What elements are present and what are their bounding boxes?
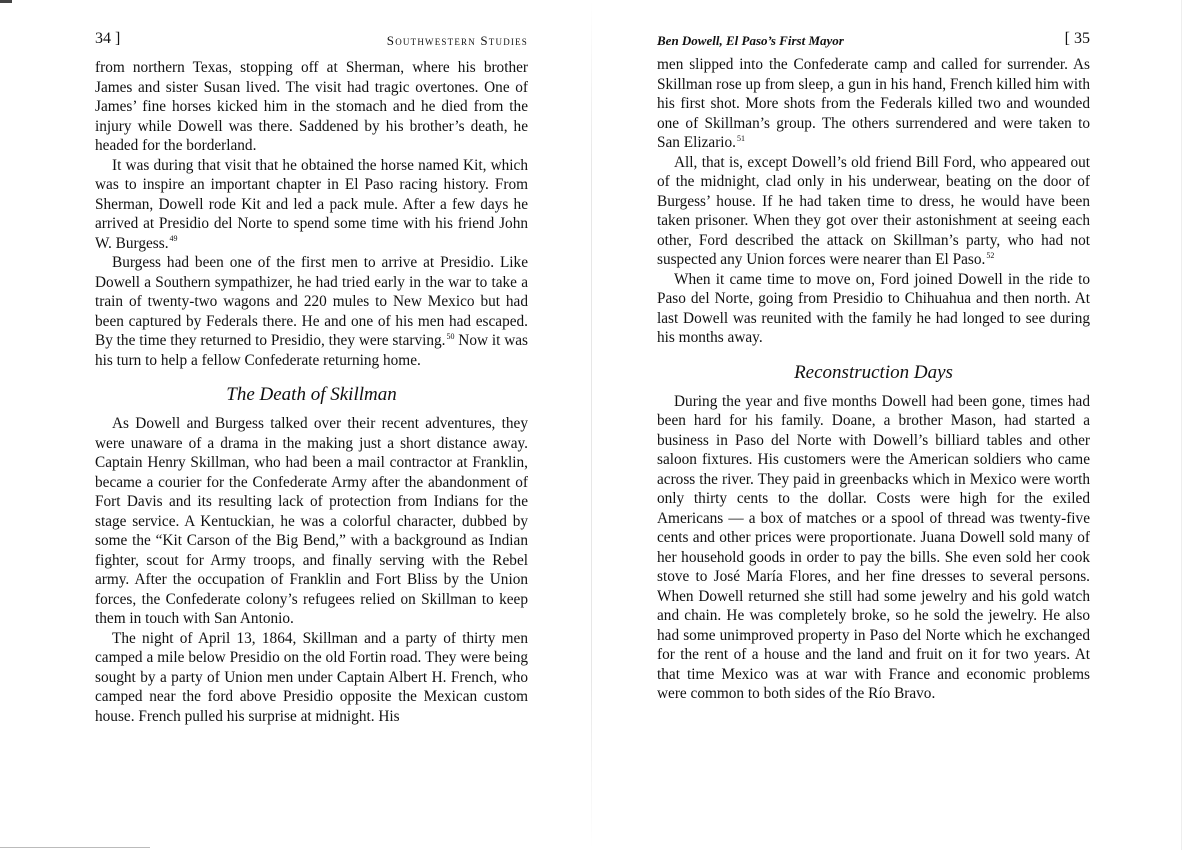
running-head	[95, 30, 528, 52]
paragraph: men slipped into the Confederate camp and called for surrender. As Skillman rose up from sleep, a gun in his hand, French killed him with his first shot. More shots from the Federals killed two and wounded one of Skillman’s group. The others surrendered and were taken to San Elizario.$^{51}$	[657, 56, 1090, 151]
page-number: [ 35	[1064, 30, 1090, 47]
paragraph: from northern Texas, stopping off at Sherman, where his brother James and sister Susan lived. The visit had tragic overtones. One of James’ fine horses kicked him in the stomach and he died from the injury while Dowell was there. Saddened by his brother’s death, he headed for the borderland.	[95, 59, 528, 154]
body-text	[657, 55, 1090, 704]
footnote-marker[interactable]: 51	[737, 133, 746, 143]
paragraph: The night of April 13, 1864, Skillman and a party of thirty men camped a mile below Presidio on the old Fortin road. They were being sought by a party of Union men under Captain Albert H. French, who camped near the ford above Presidio opposite the Mexican custom house. French pulled his surprise at midnight. His	[95, 629, 528, 725]
running-head-title: Southwestern Studies	[386, 33, 528, 48]
paragraph: During the year and five months Dowell had been gone, times had been hard for his family. Doane, a brother Mason, had started a business in Paso del Norte with Dowell’s billiard tables and other saloon fixtures. His customers were the American soldiers who came across the river. They paid in greenbacks which in Mexico were worth only thirty cents to the dollar. Costs were high for the exiled Americans — a box of matches or a spool of thread was twenty-five cents and other prices were proportionate. Juana Dowell sold many of her household goods in order to pay the bills. She even sold her cook stove to José María Flores, and her fine dresses to several persons. When Dowell returned she still had some jewelry and his gold watch and chain. He was completely broke, so he sold the jewelry. He also had some unimproved property in Paso del Norte which he exchanged for the rent of a house and the land and fruit on it for two years. At that time Mexico was at war with France and economic problems were common to both sides of the Río Bravo.	[657, 392, 1090, 702]
footnote-marker[interactable]: 49	[169, 234, 178, 244]
running-head-title: Ben Dowell, El Paso’s First Mayor	[657, 33, 844, 48]
paragraph: It was during that visit that he obtained the horse named Kit, which was to inspire an important chapter in El Paso racing history. From Sherman, Dowell rode Kit and led a pack mule. After a few days he arrived at Presidio del Norte to spend some time with his friend John W. Burgess.$^{49}$	[95, 156, 528, 252]
footnote-marker[interactable]: 52	[986, 250, 995, 260]
page-number: 34 ]	[95, 30, 121, 47]
section-heading: Reconstruction Days	[794, 361, 953, 383]
body-text	[95, 58, 528, 726]
paragraph: Burgess had been one of the first men to arrive at Presidio. Like Dowell a Southern sympathizer, he had tried early in the war to take a train of twenty-two wagons and 220 mules to New Mexico but had been captured by Federals there. He and one of his men had escaped. By the time they returned to Presidio, they were starving.$^{50}$ Now it was his turn to help a fellow Confederate returning home.	[95, 254, 528, 369]
paragraph: When it came time to move on, Ford joined Dowell in the ride to Paso del Norte, going from Presidio to Chihuahua and then north. At last Dowell was reunited with the family he had longed to see during his months away.	[657, 270, 1090, 346]
running-head	[657, 30, 1090, 52]
section-heading: The Death of Skillman	[226, 384, 397, 405]
right-page	[592, 0, 1183, 850]
paragraph: All, that is, except Dowell’s old friend Bill Ford, who appeared out of the midnight, clad only in his underwear, beating on the door of Burgess’ house. If he had taken time to dress, he would have been taken prisoner. When they got over their astonishment at seeing each other, Ford described the attack on Skillman’s party, who had not suspected any Union forces were nearer than El Paso.$^{52}$	[657, 153, 1090, 268]
footnote-marker[interactable]: 50	[446, 331, 455, 341]
paragraph: As Dowell and Burgess talked over their recent adventures, they were unaware of a drama in the making just a short distance away. Captain Henry Skillman, who had been a mail contractor at Franklin, became a courier for the Confederate Army after the abandonment of Fort Davis and its resulting lack of protection from Indians for the stage service. A Kentuckian, he was a colorful character, dubbed by some the “Kit Carson of the Big Bend,” with a background as Indian fighter, scout for Army troops, and finally serving with the Rebel army. After the occupation of Franklin and Fort Bliss by the Union forces, the Confederate colony’s refugees relied on Skillman to keep them in touch with San Antonio.	[95, 415, 528, 627]
